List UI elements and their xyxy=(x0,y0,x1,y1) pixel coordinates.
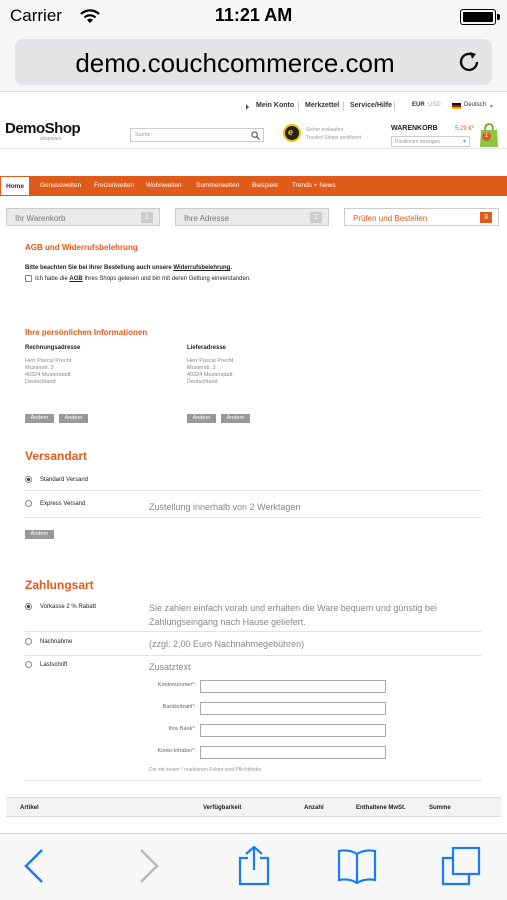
bank-name-input[interactable] xyxy=(200,724,386,737)
battery-icon xyxy=(460,9,496,25)
withdrawal-link[interactable]: Widerrufsbelehrung xyxy=(173,265,231,271)
wishlist-link[interactable]: Merkzettel xyxy=(305,102,340,109)
col-quantity: Anzahl xyxy=(304,805,324,811)
step-address[interactable] xyxy=(175,208,329,226)
prepayment-label: Vorkasse 2 % Rabatt xyxy=(40,604,97,610)
my-account-link[interactable]: Mein Konto xyxy=(256,102,295,109)
shop-logo[interactable]: DemoShop xyxy=(5,120,81,137)
change-billing-button-2[interactable]: Ändern xyxy=(59,414,88,423)
cart-label[interactable]: WARENKORB xyxy=(391,125,438,132)
shipping-address-title: Lieferadresse xyxy=(187,345,227,351)
col-vat: Enthaltene MwSt. xyxy=(356,805,406,811)
account-number-label: Kontonummer*: xyxy=(157,682,196,688)
nav-beispiele[interactable]: Beispiele xyxy=(252,182,279,189)
direct-debit-desc: Zusatztext xyxy=(149,662,191,672)
col-availability: Verfügbarkeit xyxy=(203,805,242,811)
reload-icon[interactable] xyxy=(456,49,482,75)
forward-icon[interactable] xyxy=(128,846,168,886)
back-icon[interactable] xyxy=(15,846,55,886)
search-input[interactable] xyxy=(130,128,264,142)
agb-checkbox-label: Ich habe die AGB Ihres Shops gelesen und bin mit deren Geltung einverstanden. xyxy=(35,276,251,282)
table-row xyxy=(6,816,501,833)
shop-logo-sub: shopware xyxy=(40,136,62,142)
cash-on-delivery-desc: (zzgl. 2,00 Euro Nachnahmegebühren) xyxy=(149,639,305,649)
change-shipping-button-2[interactable]: Ändern xyxy=(221,414,250,423)
service-link[interactable]: Service/Hilfe xyxy=(350,102,393,109)
radio-standard-shipping[interactable] xyxy=(25,476,32,483)
step-review-order[interactable] xyxy=(344,208,499,226)
divider xyxy=(298,101,299,111)
cash-on-delivery-label: Nachnahme xyxy=(40,639,73,645)
change-shipping-method-button[interactable]: Ändern xyxy=(25,530,54,539)
billing-address: Herr Pascal Precht Musterstr. 3 40324 Musterstadt Deutschland xyxy=(25,358,72,385)
share-icon[interactable] xyxy=(234,846,274,886)
bank-code-label: Bankleitzahl*: xyxy=(162,704,196,710)
change-shipping-button[interactable]: Ändern xyxy=(187,414,216,423)
change-billing-button[interactable]: Ändern xyxy=(25,414,54,423)
search-placeholder: Suche: xyxy=(135,132,153,138)
agb-checkbox[interactable] xyxy=(25,275,32,282)
account-number-input[interactable] xyxy=(200,680,386,693)
step-number: 3 xyxy=(480,212,492,223)
step-label: Ihr Warenkorb xyxy=(15,214,66,223)
agb-link[interactable]: AGB xyxy=(69,276,83,282)
step-cart[interactable] xyxy=(6,208,160,226)
agb-notice: Bitte beachten Sie bei Ihrer Bestellung auch unsere Widerrufsbelehrung. xyxy=(25,265,232,271)
currency-eur[interactable]: EUR xyxy=(412,102,425,108)
search-icon[interactable] xyxy=(251,131,260,140)
url-text: demo.couchcommerce.com xyxy=(75,48,395,78)
header-divider xyxy=(0,148,507,149)
arrow-icon xyxy=(246,104,252,110)
billing-address-title: Rechnungsadresse xyxy=(25,345,81,351)
divider xyxy=(25,631,482,632)
divider xyxy=(25,780,482,781)
standard-shipping-label: Standard Versand xyxy=(40,477,89,483)
required-note: Die mit einem * markierten Felder sind Pflichtfelder. xyxy=(149,767,263,773)
divider xyxy=(25,655,482,656)
radio-prepayment[interactable] xyxy=(25,603,32,610)
account-holder-label: Konto-Inhaber*: xyxy=(157,748,196,754)
status-bar xyxy=(0,0,507,34)
col-article: Artikel xyxy=(20,805,39,811)
chevron-down-icon: ▾ xyxy=(462,139,466,145)
step-label: Ihre Adresse xyxy=(184,214,229,223)
express-shipping-label: Express Versand xyxy=(40,501,86,507)
shipping-address: Herr Pascal Precht Musterstr. 3 40324 Musterstadt Deutschland xyxy=(187,358,234,385)
shipping-method-heading: Versandart xyxy=(25,449,88,463)
divider xyxy=(343,101,344,111)
nav-home[interactable]: Home xyxy=(0,176,30,196)
radio-cash-on-delivery[interactable] xyxy=(25,638,32,645)
currency-usd[interactable]: USD xyxy=(428,102,441,108)
main-navigation xyxy=(0,176,507,196)
cart-count-badge: 1 xyxy=(482,132,491,141)
nav-wohnwelten[interactable]: Wohnwelten xyxy=(146,182,182,189)
divider xyxy=(25,517,482,518)
nav-sommerwelten[interactable]: Sommerwelten xyxy=(196,182,240,189)
url-field[interactable] xyxy=(15,39,492,85)
bank-name-label: Ihre Bank*: xyxy=(168,726,196,732)
agb-heading: AGB und Widerrufsbelehrung xyxy=(25,243,138,252)
radio-express-shipping[interactable] xyxy=(25,500,32,507)
prepayment-desc: Sie zahlen einfach vorab und erhalten die Ware bequem und günstig bei Zahlungseingang nach Hause geliefert. xyxy=(149,603,437,627)
nav-trends-news[interactable]: Trends + News xyxy=(292,182,336,189)
clock: 11:21 AM xyxy=(214,5,293,25)
tabs-icon[interactable] xyxy=(441,846,481,886)
divider xyxy=(25,490,482,491)
express-shipping-desc: Zustellung innerhalb von 2 Werktagen xyxy=(149,502,301,512)
radio-direct-debit[interactable] xyxy=(25,661,32,668)
browser-toolbar xyxy=(0,833,507,900)
trusted-shops-seal-icon[interactable]: e xyxy=(283,124,301,142)
direct-debit-label: Lastschrift xyxy=(40,662,68,668)
divider xyxy=(394,101,395,111)
personal-info-heading: Ihre persönlichen Informationen xyxy=(25,328,148,337)
nav-genusswelten[interactable]: Genusswelten xyxy=(40,182,82,189)
web-content xyxy=(0,92,507,833)
cart-amount: 5,29 €* xyxy=(455,126,475,132)
cart-select-value: Positionen anzeigen xyxy=(395,139,441,145)
account-holder-input[interactable] xyxy=(200,746,386,759)
step-label: Prüfen und Bestellen xyxy=(353,214,428,223)
payment-method-heading: Zahlungsart xyxy=(25,578,94,592)
carrier-label: Carrier xyxy=(10,6,62,25)
language-select[interactable]: Deutsch xyxy=(464,102,487,108)
cart-positions-select[interactable] xyxy=(391,136,470,147)
trusted-line-1: Sicher einkaufen xyxy=(306,127,344,133)
nav-freizeitwelten[interactable]: Freizeitwelten xyxy=(94,182,135,189)
trusted-line-2: Trusted Shops zertifiziert xyxy=(306,135,362,141)
browser-address-bar xyxy=(0,34,507,92)
step-number: 1 xyxy=(141,212,153,223)
chevron-down-icon: ▾ xyxy=(490,104,494,110)
step-number: 2 xyxy=(310,212,322,223)
bank-code-input[interactable] xyxy=(200,702,386,715)
col-sum: Summe xyxy=(429,805,451,811)
bookmarks-icon[interactable] xyxy=(337,846,377,886)
german-flag-icon xyxy=(452,103,461,109)
